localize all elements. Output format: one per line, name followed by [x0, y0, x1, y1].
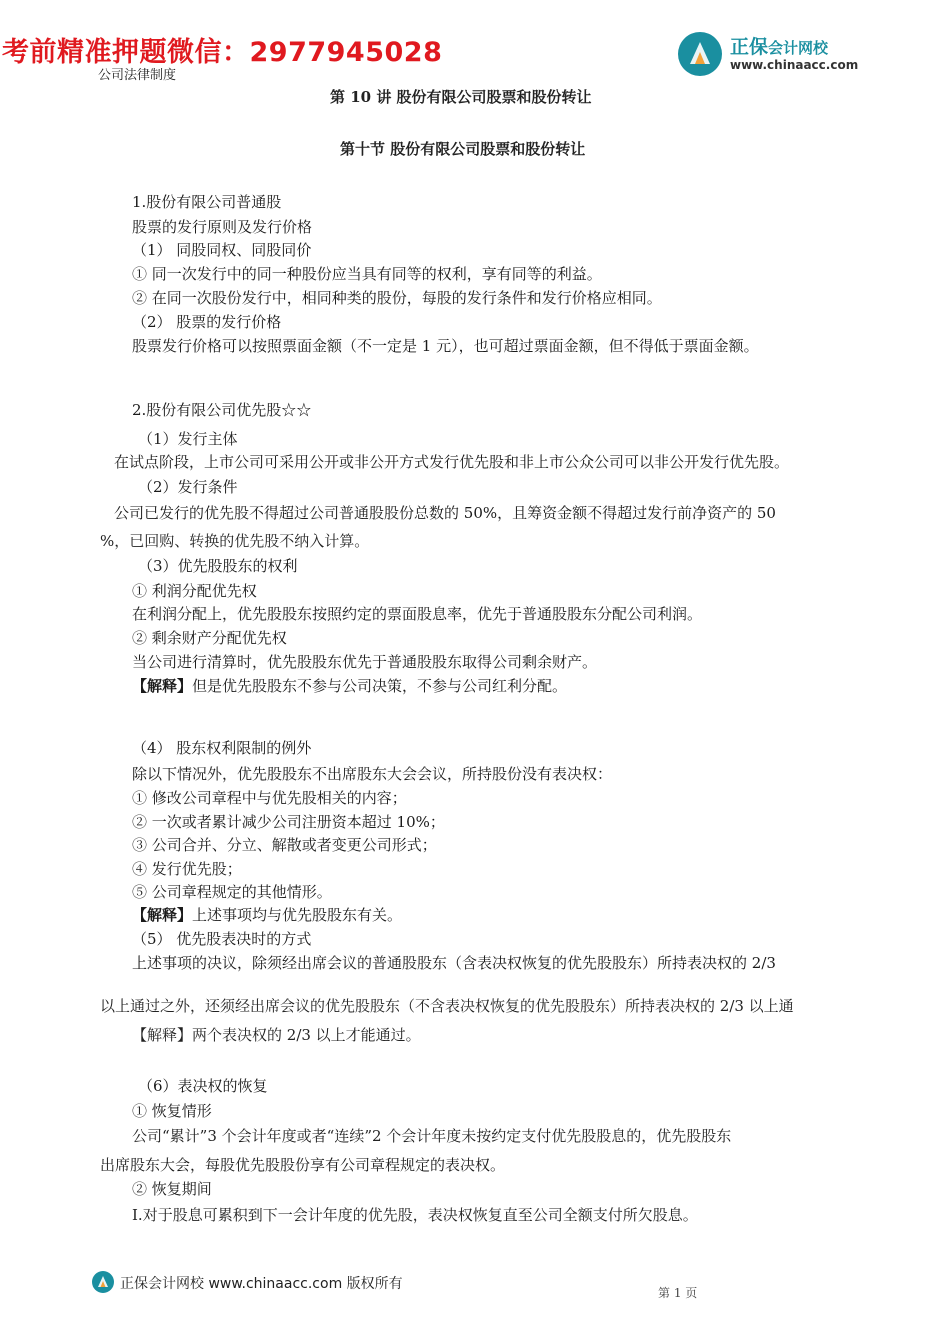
text-line: 公司已发行的优先股不得超过公司普通股股份总数的 50%，且筹资金额不得超过发行前净资产的 50: [114, 504, 776, 522]
text-line: （3）优先股股东的权利: [138, 557, 298, 575]
heading-common-stock: 1.股份有限公司普通股: [132, 193, 282, 211]
footer-logo-icon: [92, 1271, 114, 1293]
page-number-clipped: 第 1 页: [658, 1286, 698, 1300]
text-line: 股票的发行原则及发行价格: [132, 218, 313, 236]
text-line: ① 恢复情形: [132, 1102, 212, 1120]
text-line-clipped: Ⅰ.对于股息可累积到下一会计年度的优先股，表决权恢复直至公司全额支付所欠股息。: [132, 1206, 698, 1224]
lecture-title-clipped: 第 10 讲 股份有限公司股票和股份转让: [330, 88, 592, 106]
text-line: （6）表决权的恢复: [138, 1077, 268, 1095]
text-line: ④ 发行优先股；: [132, 860, 242, 878]
text-line: 在试点阶段，上市公司可采用公开或非公开方式发行优先股和非上市公众公司可以非公开发行优先股。: [114, 453, 790, 471]
text-line-clipped: （1）发行主体: [138, 430, 238, 448]
text-line: （2） 股票的发行价格: [132, 313, 282, 331]
text-line: 上述事项的决议，除须经出席会议的普通股股东（含表决权恢复的优先股股东）所持表决权的 2/3: [132, 954, 776, 972]
text-line-clipped: 公司“累计”3 个会计年度或者“连续”2 个会计年度未按约定支付优先股股息的，优先股股东: [132, 1127, 732, 1145]
text-line: ② 在同一次股份发行中，相同种类的股份，每股的发行条件和发行价格应相同。: [132, 289, 662, 307]
explanation-line: 【解释】但是优先股股东不参与公司决策，不参与公司红利分配。: [132, 677, 568, 695]
footer-copyright: 正保会计网校 www.chinaacc.com 版权所有: [120, 1276, 403, 1292]
promo-banner: 考前精准押题微信：2977945028: [2, 37, 443, 68]
text-line: ② 剩余财产分配优先权: [132, 629, 287, 647]
text-line: 在利润分配上，优先股股东按照约定的票面股息率，优先于普通股股东分配公司利润。: [132, 605, 703, 623]
text-line: ② 一次或者累计减少公司注册资本超过 10%；: [132, 813, 445, 831]
section-title-clipped: 第十节 股份有限公司股票和股份转让: [340, 140, 586, 158]
text-line: （4） 股东权利限制的例外: [132, 739, 312, 757]
text-line: 股票发行价格可以按照票面金额（不一定是 1 元），也可超过票面金额，但不得低于票面金额。: [132, 337, 759, 355]
header-clipped-row: [0, 56, 950, 83]
text-line: （2）发行条件: [138, 478, 238, 496]
brand-name: 正保会计网校: [730, 36, 829, 58]
text-line: （1） 同股同权、同股同价: [132, 241, 312, 259]
text-line-clipped: 【解释】两个表决权的 2/3 以上才能通过。: [132, 1026, 421, 1044]
text-line-clipped: 以上通过之外，还须经出席会议的优先股股东（不含表决权恢复的优先股股东）所持表决权的 2/3 以上通: [100, 997, 794, 1015]
text-line: ③ 公司合并、分立、解散或者变更公司形式；: [132, 836, 437, 854]
text-line: 除以下情况外，优先股股东不出席股东大会会议，所持股份没有表决权：: [132, 765, 613, 783]
text-line: （5） 优先股表决时的方式: [132, 930, 312, 948]
text-line: ② 恢复期间: [132, 1180, 212, 1198]
brand-url: www.chinaacc.com: [730, 58, 859, 72]
chapter-label: 公司法律制度: [98, 68, 177, 83]
explanation-line: 【解释】上述事项均与优先股股东有关。: [132, 906, 403, 924]
text-line: ⑤ 公司章程规定的其他情形。: [132, 883, 332, 901]
text-line: 当公司进行清算时，优先股股东优先于普通股股东取得公司剩余财产。: [132, 653, 598, 671]
text-line: ① 利润分配优先权: [132, 582, 257, 600]
heading-preferred-stock: 2.股份有限公司优先股☆☆: [132, 401, 312, 419]
text-line: ① 同一次发行中的同一种股份应当具有同等的权利，享有同等的利益。: [132, 265, 602, 283]
text-line-clipped: %，已回购、转换的优先股不纳入计算。: [100, 532, 370, 550]
text-line: ① 修改公司章程中与优先股相关的内容；: [132, 789, 407, 807]
text-line: 出席股东大会，每股优先股股份享有公司章程规定的表决权。: [100, 1156, 506, 1174]
